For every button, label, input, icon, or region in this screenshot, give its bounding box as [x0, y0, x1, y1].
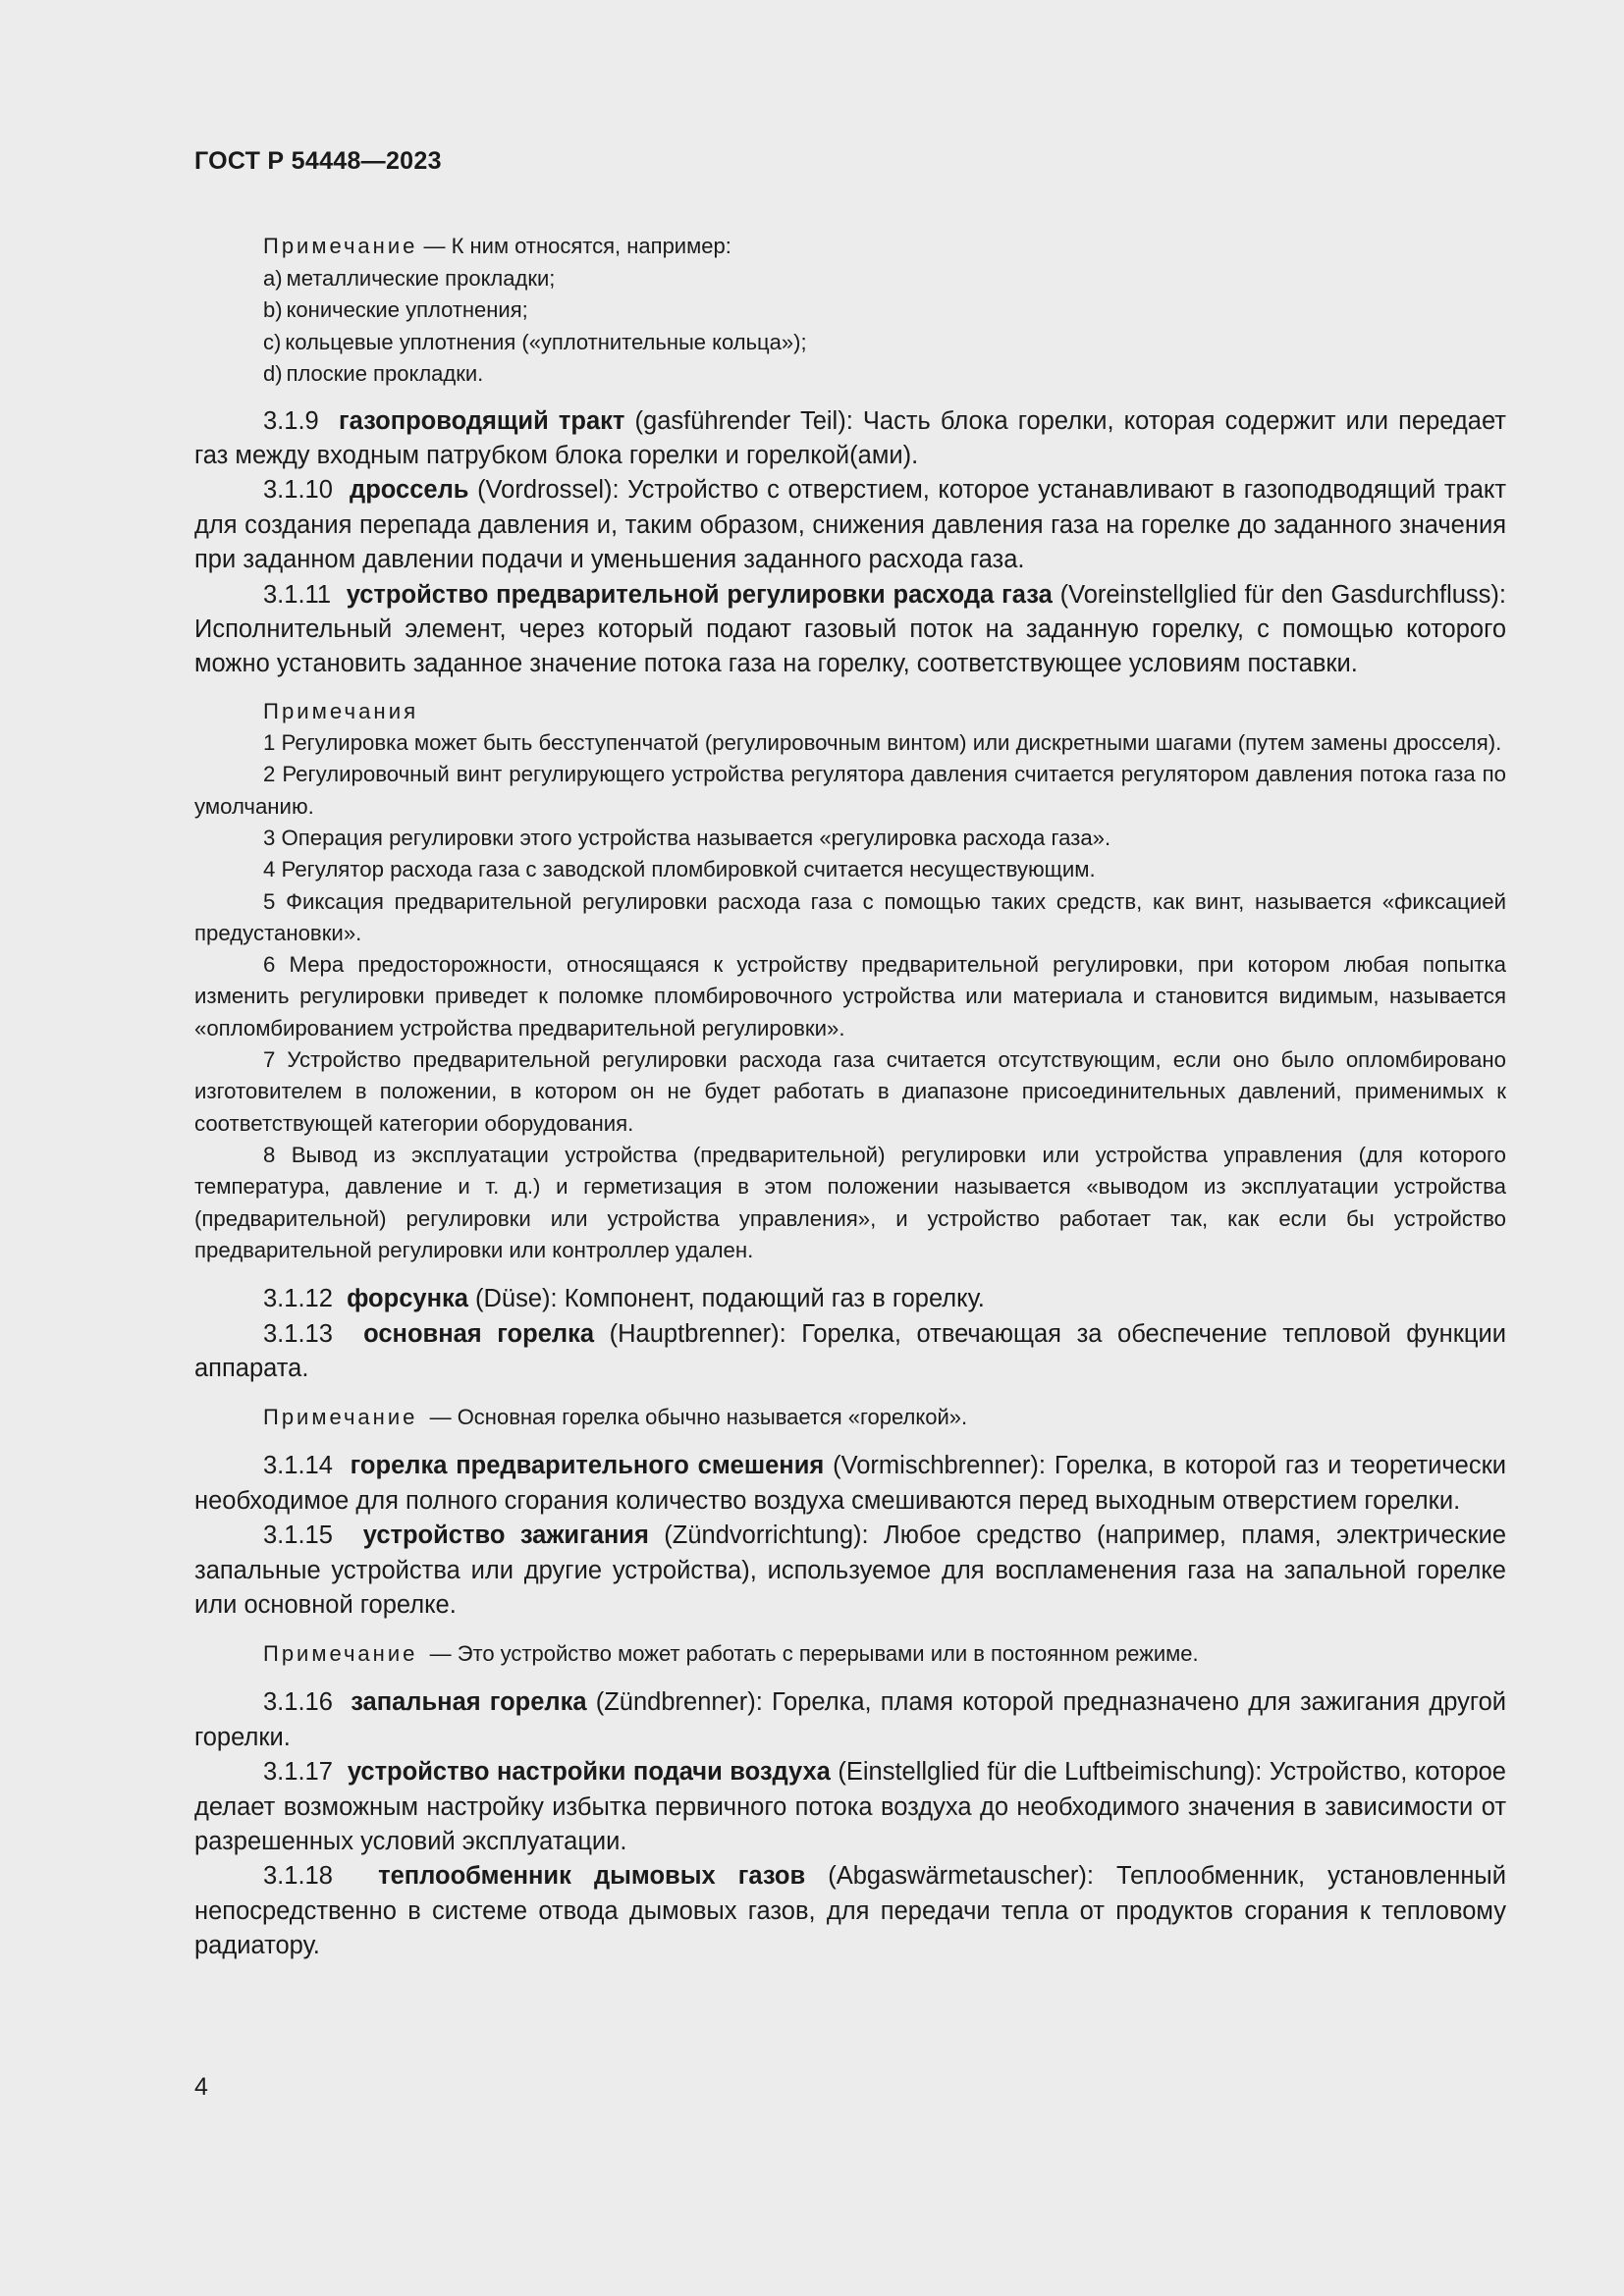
list-item: c) кольцевые уплотнения («уплотнительные кольца»);	[263, 329, 807, 354]
note-item: 5 Фиксация предварительной регулировки расхода газа с помощью таких средств, как винт, называется «фиксацией предустановки».	[194, 888, 1506, 945]
note-item: 7 Устройство предварительной регулировки расхода газа считается отсутствующим, если оно было опломбировано изготовителем в положении, в котором он не будет работать в диапазоне присоединительных давлений, применимых к соответствующей категории оборудования.	[194, 1047, 1506, 1136]
definition-3-1-17: 3.1.17 устройство настройки подачи воздуха (Einstellglied für die Luftbeimischung): Устройство, которое делает возможным настройку избытка первичного потока воздуха до необходимого значения в зависимости от разрешенных условий эксплуатации.	[194, 1758, 1506, 1855]
page-number: 4	[194, 2073, 208, 2101]
note-3-1-13: Примечание — Основная горелка обычно называется «горелкой».	[263, 1405, 968, 1430]
note-item: 4 Регулятор расхода газа с заводской пломбировкой считается несуществующим.	[263, 857, 1096, 882]
list-item: b) конические уплотнения;	[263, 297, 528, 322]
note-item: 8 Вывод из эксплуатации устройства (предварительной) регулировки или устройства управления (для которого температура, давление и т. д.) и герметизация в этом положении называется «выводом из эксплуатации устройства (предварительной) регулировки или устройства управления», и устройство работает так, как если бы устройство предварительной регулировки или контроллер удален.	[194, 1142, 1506, 1262]
note-gasket-types	[263, 231, 1506, 391]
definition-3-1-14: 3.1.14 горелка предварительного смешения (Vormischbrenner): Горелка, в которой газ и теоретически необходимое для полного сгорания количество воздуха смешиваются перед выходным отверстием горелки.	[194, 1452, 1506, 1515]
note-item: 6 Мера предосторожности, относящаяся к устройству предварительной регулировки, при котором любая попытка изменить регулировки приведет к поломке пломбировочного устройства или материала и становится видимым, называется «опломбированием устройства предварительной регулировки».	[194, 952, 1506, 1041]
definition-3-1-12: 3.1.12 форсунка (Düse): Компонент, подающий газ в горелку.	[263, 1285, 985, 1313]
notes-title: Примечания	[263, 698, 419, 723]
definition-3-1-11: 3.1.11 устройство предварительной регулировки расхода газа (Voreinstellglied für den Gasdurchfluss): Исполнительный элемент, через который подают газовый поток на заданную горелку, с помощью которого можно установить заданное значение потока газа на горелку, соответствующее условиям поставки.	[194, 580, 1507, 678]
definition-3-1-18: 3.1.18 теплообменник дымовых газов (Abgaswärmetauscher): Теплообменник, установленный непосредственно в системе отвода дымовых газов, для передачи тепла от продуктов сгорания к тепловому радиатору.	[194, 1862, 1506, 1960]
definition-3-1-16: 3.1.16 запальная горелка (Zündbrenner): Горелка, пламя которой предназначено для зажигания другой горелки.	[194, 1688, 1507, 1751]
note-3-1-15: Примечание — Это устройство может работать с перерывами или в постоянном режиме.	[263, 1641, 1199, 1667]
standard-header: ГОСТ Р 54448—2023	[194, 147, 442, 175]
notes-3-1-11	[194, 696, 1506, 1266]
list-item: d) плоские прокладки.	[263, 361, 484, 386]
note-item: 1 Регулировка может быть бесступенчатой (регулировочным винтом) или дискретными шагами (путем замены дросселя).	[263, 730, 1502, 756]
note-title: Примечание	[263, 234, 418, 258]
definition-3-1-9: 3.1.9 газопроводящий тракт (gasführender Teil): Часть блока горелки, которая содержит или передает газ между входным патрубком блока горелки и горелкой(ами).	[194, 406, 1506, 469]
note-intro: — К ним относятся, например:	[423, 234, 731, 258]
definition-3-1-13: 3.1.13 основная горелка (Hauptbrenner): Горелка, отвечающая за обеспечение тепловой функции аппарата.	[194, 1319, 1506, 1382]
note-item: 3 Операция регулировки этого устройства называется «регулировка расхода газа».	[263, 825, 1111, 850]
definition-3-1-10: 3.1.10 дроссель (Vordrossel): Устройство с отверстием, которое устанавливают в газоподводящий тракт для создания перепада давления и, таким образом, снижения давления газа на горелке до заданного значения при заданном давлении подачи и уменьшения заданного расхода газа.	[194, 476, 1506, 574]
note-item: 2 Регулировочный винт регулирующего устройства регулятора давления считается регулятором давления потока газа по умолчанию.	[194, 762, 1506, 819]
definition-3-1-15: 3.1.15 устройство зажигания (Zündvorrichtung): Любое средство (например, пламя, электрические запальные устройства или другие устройства), используемое для воспламенения газа на запальной горелке или основной горелке.	[194, 1522, 1507, 1619]
list-item: a) металлические прокладки;	[263, 265, 556, 291]
